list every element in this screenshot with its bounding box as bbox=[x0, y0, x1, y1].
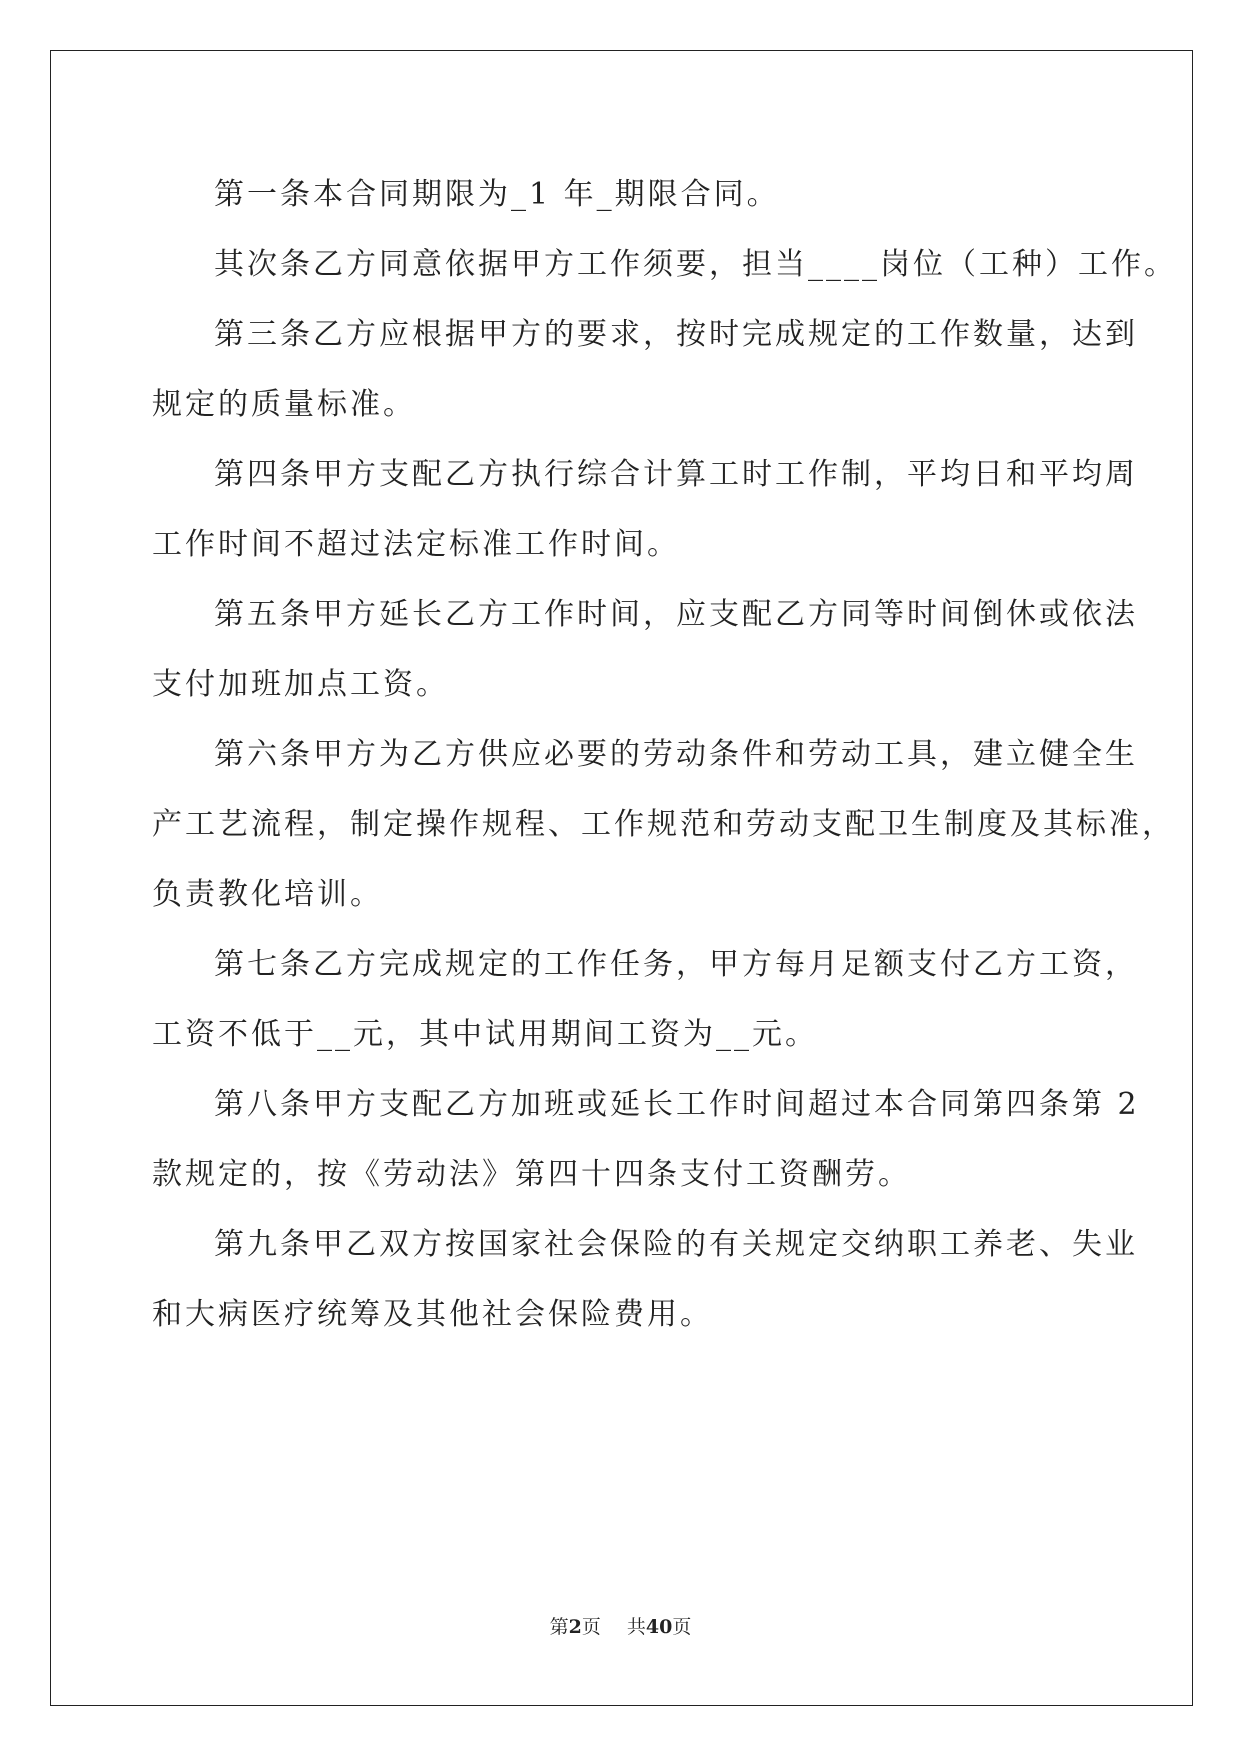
text-line: 产工艺流程，制定操作规程、工作规范和劳动支配卫生制度及其标准， bbox=[152, 807, 1175, 842]
text-line: 第九条甲乙双方按国家社会保险的有关规定交纳职工养老、失业 bbox=[214, 1227, 1138, 1262]
clause-7 bbox=[152, 930, 1138, 1070]
document-body bbox=[152, 160, 1177, 1350]
clause-1 bbox=[152, 160, 1092, 230]
page-number: 2 bbox=[568, 1616, 582, 1638]
text-line: 第三条乙方应根据甲方的要求，按时完成规定的工作数量，达到 bbox=[214, 317, 1138, 352]
text-line: 规定的质量标准。 bbox=[152, 387, 416, 422]
text-line: 第四条甲方支配乙方执行综合计算工时工作制，平均日和平均周 bbox=[214, 457, 1138, 492]
text-line: 支付加班加点工资。 bbox=[152, 667, 449, 702]
text-line: 第七条乙方完成规定的工作任务，甲方每月足额支付乙方工资， bbox=[214, 947, 1138, 982]
total-suffix: 页 bbox=[672, 1616, 692, 1638]
clause-2 bbox=[152, 230, 1177, 300]
text-line: 工资不低于__元，其中试用期间工资为__元。 bbox=[152, 1017, 818, 1052]
text-line: 第六条甲方为乙方供应必要的劳动条件和劳动工具，建立健全生 bbox=[214, 737, 1138, 772]
clause-5 bbox=[152, 580, 1138, 720]
text-line: 和大病医疗统筹及其他社会保险费用。 bbox=[152, 1297, 713, 1332]
text-line: 款规定的，按《劳动法》第四十四条支付工资酬劳。 bbox=[152, 1157, 911, 1192]
text-line: 第五条甲方延长乙方工作时间，应支配乙方同等时间倒休或依法 bbox=[214, 597, 1138, 632]
clause-4 bbox=[152, 440, 1138, 580]
text-line: 其次条乙方同意依据甲方工作须要，担当____岗位（工种）工作。 bbox=[214, 247, 1177, 282]
text-line: 负责教化培训。 bbox=[152, 877, 383, 912]
total-pages: 40 bbox=[645, 1616, 673, 1638]
page-footer bbox=[0, 1612, 1241, 1639]
text-line: 第一条本合同期限为_1 年_期限合同。 bbox=[214, 177, 780, 212]
text-line: 第八条甲方支配乙方加班或延长工作时间超过本合同第四条第 2 bbox=[214, 1087, 1140, 1122]
total-prefix: 共 bbox=[626, 1616, 646, 1638]
page-suffix: 页 bbox=[581, 1616, 601, 1638]
page-prefix: 第 bbox=[549, 1616, 569, 1638]
text-line: 工作时间不超过法定标准工作时间。 bbox=[152, 527, 680, 562]
clause-9 bbox=[152, 1210, 1138, 1350]
clause-3 bbox=[152, 300, 1138, 440]
clause-8 bbox=[152, 1070, 1140, 1210]
clause-6 bbox=[152, 720, 1175, 930]
